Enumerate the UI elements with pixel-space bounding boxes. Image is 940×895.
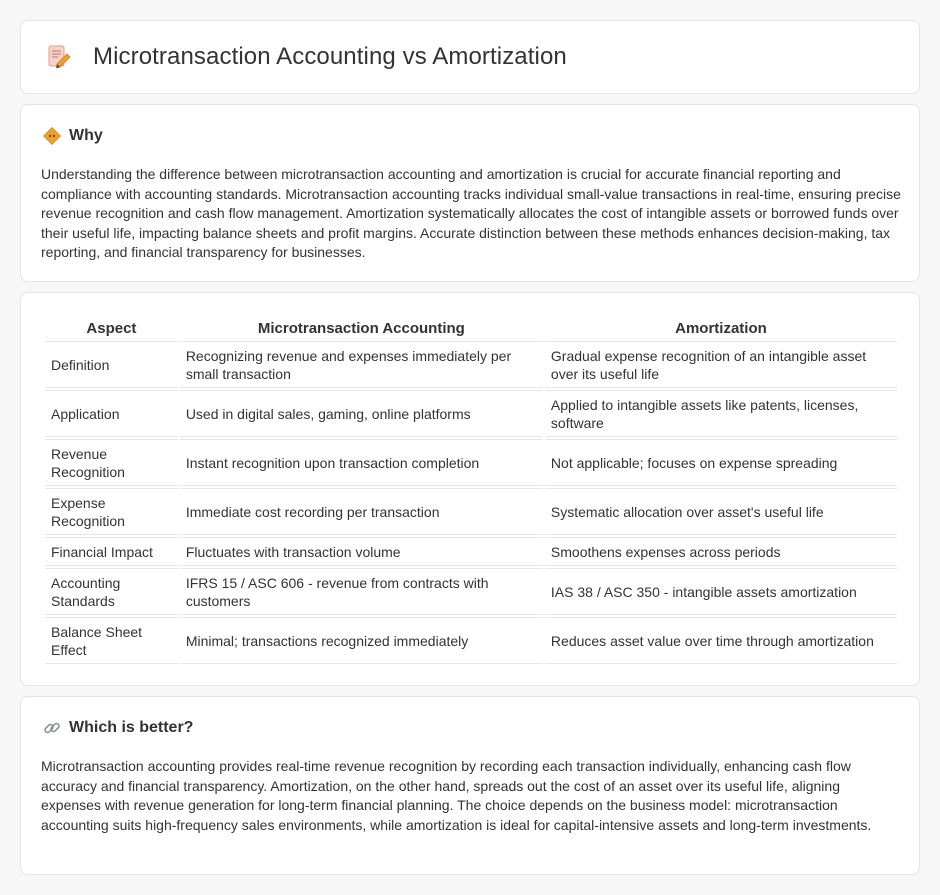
table-row bbox=[45, 341, 897, 388]
why-heading-row bbox=[43, 127, 103, 145]
amortization-cell: Reduces asset value over time through amortization bbox=[545, 617, 897, 664]
header-aspect: Aspect bbox=[86, 320, 137, 337]
better-heading: Which is better? bbox=[69, 719, 194, 736]
microtransaction-cell: Recognizing revenue and expenses immediately per small transaction bbox=[180, 341, 543, 388]
amortization-cell: Gradual expense recognition of an intangible asset over its useful life bbox=[545, 341, 897, 388]
link-icon bbox=[43, 719, 61, 737]
title-card bbox=[20, 20, 920, 94]
microtransaction-cell: Minimal; transactions recognized immediately bbox=[180, 617, 543, 664]
amortization-cell: IAS 38 / ASC 350 - intangible assets amortization bbox=[545, 568, 897, 615]
microtransaction-cell: Fluctuates with transaction volume bbox=[180, 537, 543, 566]
table-row bbox=[45, 390, 897, 437]
comparison-table bbox=[43, 315, 899, 666]
why-card bbox=[20, 104, 920, 282]
amortization-cell: Systematic allocation over asset's useful life bbox=[545, 488, 897, 535]
amortization-cell: Smoothens expenses across periods bbox=[545, 537, 897, 566]
why-heading: Why bbox=[69, 127, 103, 144]
table-row bbox=[45, 537, 897, 566]
aspect-cell: Accounting Standards bbox=[45, 568, 178, 615]
better-heading-row bbox=[43, 719, 193, 737]
microtransaction-cell: IFRS 15 / ASC 606 - revenue from contracts with customers bbox=[180, 568, 543, 615]
header-microtransaction: Microtransaction Accounting bbox=[257, 320, 465, 337]
document-pencil-icon bbox=[47, 43, 71, 71]
aspect-cell: Financial Impact bbox=[45, 537, 178, 566]
table-header-row bbox=[45, 317, 897, 339]
aspect-cell: Revenue Recognition bbox=[45, 439, 178, 486]
better-paragraph: Microtransaction accounting provides real-time revenue recognition by recording each transaction individually, enhancing cash flow accuracy and financial transparency. Amortization, on the other hand, spreads out the cost of an asset over its useful life, aligning expenses with revenue generation for long-term financial planning. The choice depends on the business model: microtransaction accounting suits high-frequency sales environments, while amortization is ideal for capital-intensive assets and long-term investments. bbox=[41, 758, 872, 833]
aspect-cell: Definition bbox=[45, 341, 178, 388]
table-row bbox=[45, 439, 897, 486]
which-better-card bbox=[20, 696, 920, 875]
why-paragraph: Understanding the difference between microtransaction accounting and amortization is crucial for accurate financial reporting and compliance with accounting standards. Microtransaction accounting tracks individual small-value transactions in real-time, ensuring precise revenue recognition and cash flow management. Amortization systematically allocates the cost of intangible assets or borrowed funds over their useful life, impacting balance sheets and profit margins. Accurate distinction between these methods enhances decision-making, tax reporting, and financial transparency for businesses. bbox=[41, 166, 901, 261]
amortization-cell: Applied to intangible assets like patents, licenses, software bbox=[545, 390, 897, 437]
page-title: Microtransaction Accounting vs Amortization bbox=[93, 43, 567, 70]
table-row bbox=[45, 568, 897, 615]
aspect-cell: Application bbox=[45, 390, 178, 437]
amortization-cell: Not applicable; focuses on expense spreading bbox=[545, 439, 897, 486]
comparison-card bbox=[20, 292, 920, 686]
header-amortization: Amortization bbox=[675, 320, 767, 337]
microtransaction-cell: Instant recognition upon transaction completion bbox=[180, 439, 543, 486]
microtransaction-cell: Immediate cost recording per transaction bbox=[180, 488, 543, 535]
aspect-cell: Expense Recognition bbox=[45, 488, 178, 535]
table-row bbox=[45, 488, 897, 535]
microtransaction-cell: Used in digital sales, gaming, online platforms bbox=[180, 390, 543, 437]
diamond-sign-icon bbox=[43, 127, 61, 145]
table-row bbox=[45, 617, 897, 664]
aspect-cell: Balance Sheet Effect bbox=[45, 617, 178, 664]
title-row bbox=[47, 43, 567, 71]
